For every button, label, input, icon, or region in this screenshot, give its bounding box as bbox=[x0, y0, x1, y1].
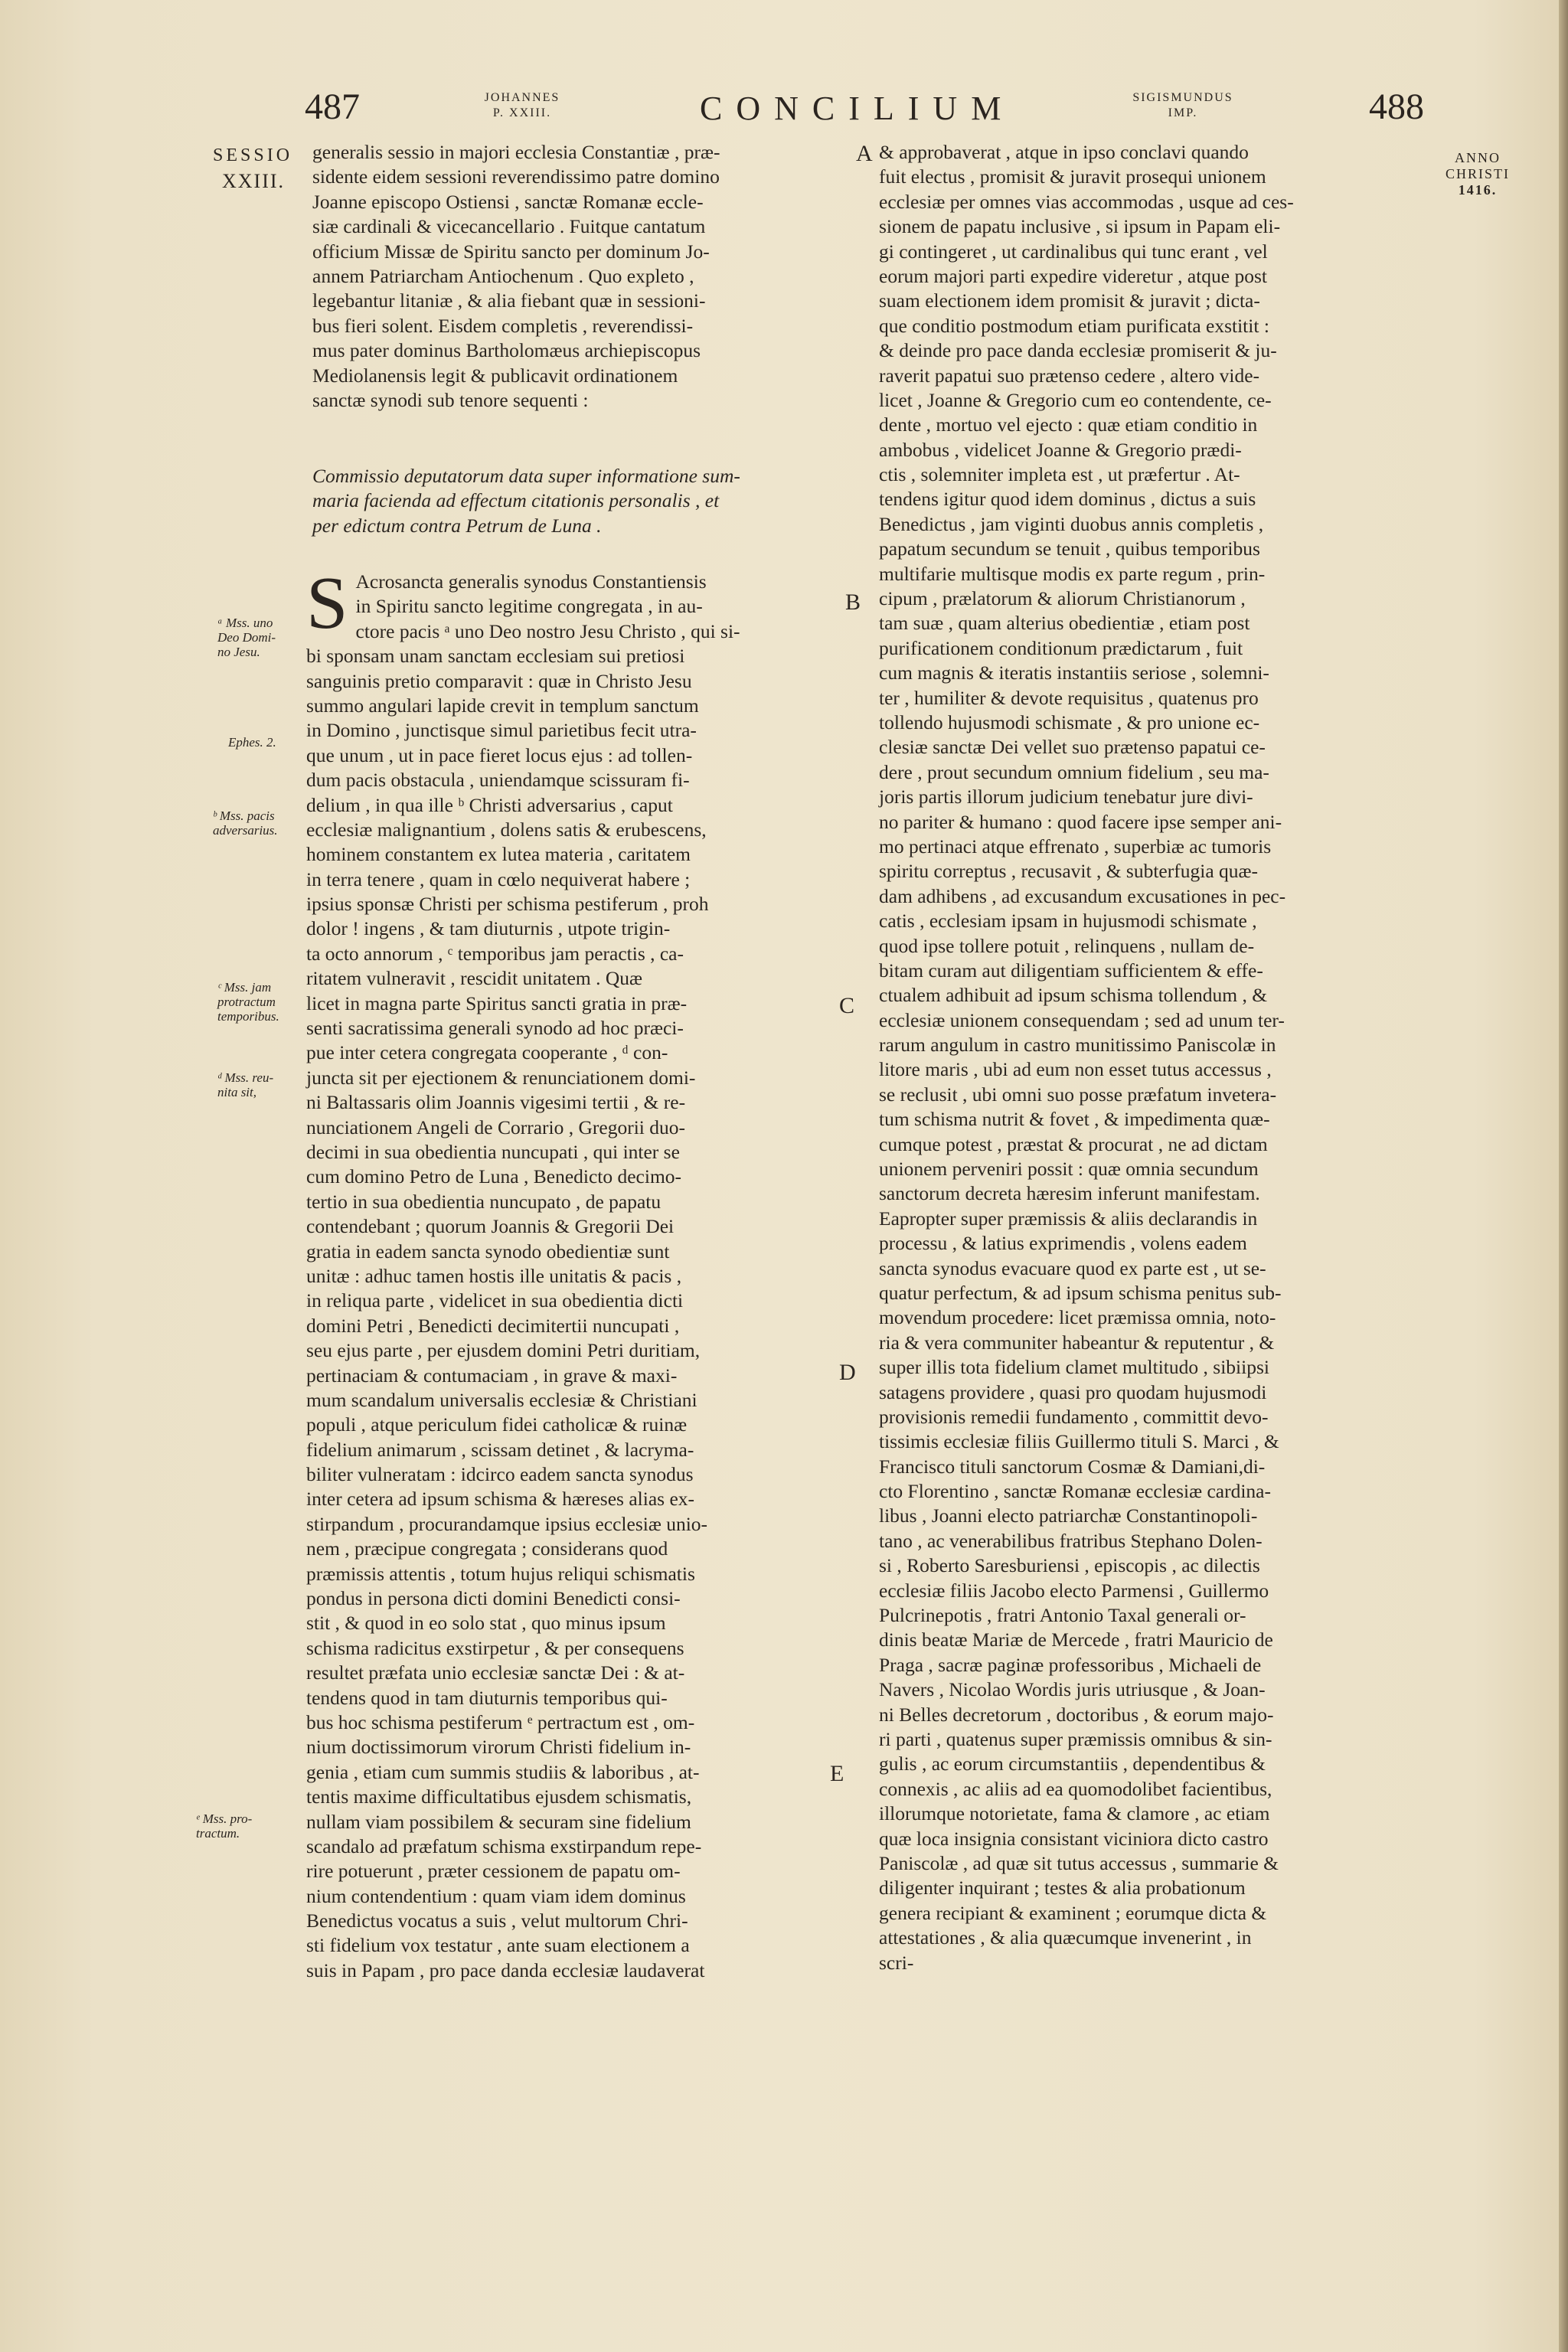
text-line: generalis sessio in majori ecclesia Constantiæ , præ- bbox=[312, 141, 720, 163]
text-line: satagens providere , quasi pro quodam hujusmodi bbox=[879, 1380, 1267, 1403]
text-line: hominem constantem ex lutea materia , caritatem bbox=[306, 843, 691, 866]
text-line: que conditio postmodum etiam purificata exstitit : bbox=[879, 314, 1269, 337]
text-line: delium , in qua ille ᵇ Christi adversarius , caput bbox=[306, 793, 673, 816]
text-line: unionem perveniri possit : quæ omnia secundum bbox=[879, 1158, 1259, 1181]
text-line: legebantur litaniæ , & alia fiebant quæ in sessioni- bbox=[312, 289, 706, 312]
text-line: seu ejus parte , per ejusdem domini Petri duritiam, bbox=[306, 1339, 701, 1362]
text-line: tertio in sua obedientia nuncupato , de papatu bbox=[306, 1190, 662, 1213]
text-line: resultet præfata unio ecclesiæ sanctæ Dei : & at- bbox=[306, 1661, 685, 1684]
text-line: siæ cardinali & vicecancellario . Fuitque cantatum bbox=[312, 215, 706, 238]
text-line: Joanne episcopo Ostiensi , sanctæ Romanæ eccle- bbox=[312, 190, 704, 213]
text-line: papatum secundum se tenuit , quibus temporibus bbox=[879, 537, 1260, 560]
text-line: decimi in sua obedientia nuncupati , qui inter se bbox=[306, 1140, 680, 1163]
text-line: quæ loca insignia consistant viciniora dicto castro bbox=[879, 1827, 1269, 1850]
text-line: litore maris , ubi ad eum non esset tutus accessus , bbox=[879, 1058, 1272, 1081]
text-line: Benedictus , jam viginti duobus annis completis , bbox=[879, 512, 1264, 535]
text-line: per edictum contra Petrum de Luna . bbox=[312, 514, 602, 537]
text-line: ria & vera communiter habeantur & reputentur , & bbox=[879, 1331, 1275, 1354]
text-line: diligenter inquirant ; testes & alia probationum bbox=[879, 1877, 1246, 1900]
text-line: bus fieri solent. Eisdem completis , reverendissi- bbox=[312, 314, 694, 337]
text-line: que unum , ut in pace fieret locus ejus : ad tollen- bbox=[306, 743, 693, 766]
text-line: annem Patriarcham Antiochenum . Quo expleto , bbox=[312, 264, 694, 287]
text-line: tam suæ , quam alterius obedientiæ , etiam post bbox=[879, 612, 1250, 635]
text-line: licet in magna parte Spiritus sancti gratia in præ- bbox=[306, 991, 688, 1014]
left-column-body bbox=[306, 562, 740, 1983]
text-line: ambobus , videlicet Joanne & Gregorio prædi- bbox=[879, 438, 1242, 461]
text-line: multifarie multisque modis ex parte regum , prin- bbox=[879, 562, 1266, 585]
text-line: ctualem adhibuit ad ipsum schisma tollendum , & bbox=[879, 984, 1268, 1007]
section-letter: D bbox=[839, 1360, 856, 1385]
text-line: cipum , prælatorum & aliorum Christianorum , bbox=[879, 587, 1246, 610]
text-line: dam adhibens , ad excusandum excusationes in pec- bbox=[879, 884, 1286, 907]
text-line: spiritu correptus , recusavit , & subterfugia quæ- bbox=[879, 860, 1259, 883]
text-line: genia , etiam cum summis studiis & laboribus , at- bbox=[306, 1760, 700, 1783]
text-line: & deinde pro pace danda ecclesiæ promiserit & ju- bbox=[879, 339, 1277, 362]
running-head-emperor: SIGISMUNDUS IMP. bbox=[1132, 91, 1233, 119]
text-line: inter cetera ad ipsum schisma & hæreses alias ex- bbox=[306, 1488, 694, 1511]
text-line: ecclesiæ per omnes vias accommodas , usque ad ces- bbox=[879, 190, 1294, 213]
text-line: ipsius sponsæ Christi per schisma pestiferum , proh bbox=[306, 893, 709, 916]
margin-note: ᵃ Mss. uno Deo Domi- no Jesu. bbox=[217, 616, 276, 659]
text-line: sti fidelium vox testatur , ante suam electionem a bbox=[306, 1934, 690, 1957]
text-line: ni Belles decretorum , doctoribus , & eorum majo- bbox=[879, 1703, 1274, 1726]
text-line: mum scandalum universalis ecclesiæ & Christiani bbox=[306, 1388, 697, 1411]
text-line: gi contingeret , ut cardinalibus qui tunc erant , vel bbox=[879, 240, 1268, 263]
text-line: quatur perfectum, & ad ipsum schisma penitus sub- bbox=[879, 1281, 1282, 1304]
text-line: provisionis remedii fundamento , committit devo- bbox=[879, 1405, 1269, 1428]
right-column bbox=[879, 140, 1294, 1975]
section-letter: B bbox=[845, 590, 861, 615]
text-line: tollendo hujusmodi schismate , & pro unione ec- bbox=[879, 710, 1260, 733]
text-line: Acrosancta generalis synodus Constantiensis bbox=[355, 570, 707, 593]
text-line: bus hoc schisma pestiferum ᵉ pertractum est , om- bbox=[306, 1710, 695, 1733]
text-line: dere , prout secundum omnium fidelium , seu ma- bbox=[879, 760, 1269, 783]
text-line: ritatem vulneravit , rescidit unitatem . Quæ bbox=[306, 967, 643, 990]
text-line: ecclesiæ unionem consequendam ; sed ad unum ter- bbox=[879, 1008, 1285, 1031]
text-line: pue inter cetera congregata cooperante , ᵈ con- bbox=[306, 1041, 668, 1064]
margin-note: ᵈ Mss. reu- nita sit, bbox=[217, 1070, 274, 1099]
text-line: ri parti , quatenus super præmissis omnibus & sin- bbox=[879, 1728, 1272, 1750]
text-line: sancta synodus evacuare quod ex parte est , ut se- bbox=[879, 1256, 1266, 1279]
text-line: ecclesiæ malignantium , dolens satis & erubescens, bbox=[306, 818, 707, 841]
section-letter: E bbox=[830, 1761, 844, 1786]
text-line: Pulcrinepotis , fratri Antonio Taxal generali or- bbox=[879, 1604, 1246, 1627]
text-line: fidelium animarum , scissam detinet , & lacryma- bbox=[306, 1438, 694, 1461]
text-line: juncta sit per ejectionem & renunciationem domi- bbox=[306, 1066, 696, 1089]
section-letter: C bbox=[839, 993, 855, 1018]
text-line: suis in Papam , pro pace danda ecclesiæ laudaverat bbox=[306, 1958, 705, 1981]
drop-cap: S bbox=[306, 562, 348, 645]
text-line: populi , atque periculum fidei catholicæ & ruinæ bbox=[306, 1413, 688, 1436]
text-line: eorum majori parti expedire videretur , atque post bbox=[879, 264, 1267, 287]
text-line: nunciationem Angeli de Corrario , Gregorii duo- bbox=[306, 1116, 685, 1138]
text-line: nium doctissimorum virorum Christi fidelium in- bbox=[306, 1736, 691, 1759]
text-line: dum pacis obstacula , uniendamque scissuram fi- bbox=[306, 769, 690, 792]
margin-note: ᵉ Mss. pro- tractum. bbox=[196, 1811, 253, 1841]
text-line: sionem de papatu inclusive , si ipsum in Papam eli- bbox=[879, 215, 1281, 238]
text-line: ecclesiæ filiis Jacobo electo Parmensi , Guillermo bbox=[879, 1579, 1269, 1602]
text-line: rire potuerunt , præter cessionem de papatu om- bbox=[306, 1860, 681, 1883]
text-line: bi sponsam unam sanctam ecclesiam sui pretiosi bbox=[306, 645, 685, 668]
text-line: ni Baltassaris olim Joannis vigesimi tertii , & re- bbox=[306, 1091, 686, 1114]
text-line: præmissis attentis , totum hujus reliqui schismatis bbox=[306, 1562, 695, 1585]
text-line: clesiæ sanctæ Dei vellet suo prætenso papatui ce- bbox=[879, 736, 1266, 759]
text-line: biliter vulneratam : idcirco eadem sancta synodus bbox=[306, 1463, 694, 1486]
text-line: illorumque notorietate, fama & clamore , ac etiam bbox=[879, 1802, 1270, 1825]
text-line: schisma radicitus exstirpetur , & per consequens bbox=[306, 1636, 684, 1659]
text-line: ctore pacis ᵃ uno Deo nostro Jesu Christo , qui si- bbox=[355, 619, 740, 642]
text-line: Paniscolæ , ad quæ sit tutus accessus , summarie & bbox=[879, 1851, 1279, 1874]
text-line: cum domino Petro de Luna , Benedicto decimo- bbox=[306, 1165, 682, 1188]
text-line: Francisco tituli sanctorum Cosmæ & Damiani,di- bbox=[879, 1455, 1266, 1478]
text-line: dinis beatæ Mariæ de Mercede , fratri Mauricio de bbox=[879, 1628, 1273, 1651]
text-line: Praga , sacræ paginæ professoribus , Michaeli de bbox=[879, 1653, 1262, 1676]
text-line: in terra tenere , quam in cœlo nequiverat habere ; bbox=[306, 867, 691, 890]
text-line: scandalo ad præfatum schisma exstirpandum repe- bbox=[306, 1834, 702, 1857]
text-line: domini Petri , Benedicti decimitertii nuncupati , bbox=[306, 1314, 680, 1337]
text-line: contendebant ; quorum Joannis & Gregorii Dei bbox=[306, 1215, 675, 1238]
session-label: SESSIO bbox=[213, 145, 293, 165]
text-line: officium Missæ de Spiritu sancto per dominum Jo- bbox=[312, 240, 710, 263]
text-line: in Domino , junctisque simul parietibus fecit utra- bbox=[306, 719, 697, 742]
text-line: sanguinis pretio comparavit : quæ in Christo Jesu bbox=[306, 669, 692, 692]
margin-note: ᵇ Mss. pacis adversarius. bbox=[213, 808, 278, 838]
text-line: fuit electus , promisit & juravit prosequi unionem bbox=[879, 165, 1266, 188]
text-line: processu , & latius exprimendis , volens eadem bbox=[879, 1232, 1247, 1255]
text-line: se reclusit , ubi omni suo posse præfatum invetera- bbox=[879, 1083, 1277, 1106]
text-line: joris partis illorum judicium tenebatur jure divi- bbox=[879, 786, 1253, 808]
text-line: in Spiritu sancto legitime congregata , in au- bbox=[355, 595, 703, 618]
text-line: nium contendentium : quam viam idem dominus bbox=[306, 1884, 686, 1907]
text-line: scri- bbox=[879, 1951, 914, 1974]
text-line: tum schisma nutrit & fovet , & impedimenta quæ- bbox=[879, 1108, 1270, 1131]
margin-note: ᶜ Mss. jam protractum temporibus. bbox=[217, 980, 279, 1024]
text-line: licet , Joanne & Gregorio cum eo contendente, ce- bbox=[879, 388, 1272, 411]
text-line: dolor ! ingens , & tam diuturnis , utpote trigin- bbox=[306, 917, 671, 940]
text-line: purificationem conditionum prædictarum , fuit bbox=[879, 636, 1243, 659]
text-line: quod ipse tollere potuit , relinquens , nullam de- bbox=[879, 934, 1255, 957]
text-line: stirpandum , procurandamque ipsius ecclesiæ unio- bbox=[306, 1512, 708, 1535]
text-line: & approbaverat , atque in ipso conclavi quando bbox=[879, 141, 1249, 163]
text-line: nullam viam possibilem & securam sine fidelium bbox=[306, 1810, 691, 1833]
text-line: unitæ : adhuc tamen hostis ille unitatis & pacis , bbox=[306, 1264, 682, 1287]
text-line: no pariter & humano : quod facere ipse semper ani- bbox=[879, 810, 1282, 833]
page-number-right: 488 bbox=[1369, 87, 1424, 127]
text-line: catis , ecclesiam ipsam in hujusmodi schismate , bbox=[879, 910, 1257, 933]
text-line: gulis , ac eorum circumstantiis , dependentibus & bbox=[879, 1753, 1266, 1775]
text-line: si , Roberto Saresburiensi , episcopis , ac dilectis bbox=[879, 1554, 1260, 1577]
text-line: cumque potest , præstat & procurat , ne ad dictam bbox=[879, 1132, 1268, 1155]
text-line: libus , Joanni electo patriarchæ Constantinopoli- bbox=[879, 1504, 1258, 1527]
running-head-pope: JOHANNES P. XXIII. bbox=[484, 91, 560, 119]
text-line: tendens igitur quod idem dominus , dictus a suis bbox=[879, 488, 1256, 511]
text-line: Commissio deputatorum data super informatione sum- bbox=[312, 465, 740, 487]
text-line: attestationes , & alia quæcumque invenerint , in bbox=[879, 1926, 1252, 1949]
text-line: genera recipiant & examinent ; eorumque dicta & bbox=[879, 1901, 1267, 1924]
text-line: dente , mortuo vel ejecto : quæ etiam conditio in bbox=[879, 413, 1258, 436]
section-heading bbox=[312, 464, 740, 538]
text-line: mus pater dominus Bartholomæus archiepiscopus bbox=[312, 339, 701, 362]
text-line: ta octo annorum , ᶜ temporibus jam peractis , ca- bbox=[306, 942, 684, 965]
text-line: cum magnis & iteratis instantiis seriose , solemni- bbox=[879, 662, 1269, 684]
text-line: Benedictus vocatus a suis , velut multorum Chri- bbox=[306, 1909, 688, 1932]
text-line: ter , humiliter & devote requisitus , quatenus pro bbox=[879, 686, 1259, 709]
text-line: sidente eidem sessioni reverendissimo patre domino bbox=[312, 165, 720, 188]
text-line: summo angulari lapide crevit in templum sanctum bbox=[306, 694, 699, 717]
text-line: bitam curam aut diligentiam sufficientem & effe- bbox=[879, 959, 1263, 982]
running-title: CONCILIUM bbox=[700, 90, 1015, 127]
text-line: stit , & quod in eo solo stat , quo minus ipsum bbox=[306, 1612, 666, 1635]
text-line: tano , ac venerabilibus fratribus Stephano Dolen- bbox=[879, 1529, 1263, 1552]
text-line: in reliqua parte , videlicet in sua obedientia dicti bbox=[306, 1289, 684, 1312]
text-line: pertinaciam & contumaciam , in grave & maxi- bbox=[306, 1364, 678, 1387]
text-line: Eapropter super præmissis & aliis declarandis in bbox=[879, 1207, 1258, 1230]
page-number-left: 487 bbox=[305, 87, 360, 127]
text-line: Mediolanensis legit & publicavit ordinationem bbox=[312, 364, 678, 387]
text-line: rarum angulum in castro munitissimo Paniscolæ in bbox=[879, 1034, 1276, 1057]
text-line: gratia in eadem sancta synodo obedientiæ sunt bbox=[306, 1240, 670, 1263]
text-line: pondus in persona dicti domini Benedicti consi- bbox=[306, 1587, 681, 1610]
text-line: tissimis ecclesiæ filiis Guillermo tituli S. Marci , & bbox=[879, 1430, 1279, 1453]
text-line: ctis , solemniter impleta est , ut præfertur . At- bbox=[879, 463, 1240, 486]
text-line: mo pertinaci atque effrenato , superbiæ ac tumoris bbox=[879, 835, 1272, 858]
left-column-intro bbox=[312, 140, 720, 413]
section-letter: A bbox=[856, 141, 873, 166]
text-line: connexis , ac aliis ad ea quomodolibet facientibus, bbox=[879, 1777, 1272, 1800]
margin-note: Ephes. 2. bbox=[228, 735, 276, 750]
text-line: super illis tota fidelium clamet multitudo , sibiipsi bbox=[879, 1356, 1269, 1379]
page-edge bbox=[1559, 0, 1568, 2352]
text-line: suam electionem idem promisit & juravit ; dicta- bbox=[879, 289, 1260, 312]
text-line: raverit papatui suo prætenso cedere , altero vide- bbox=[879, 364, 1260, 387]
year-label: ANNO CHRISTI 1416. bbox=[1445, 150, 1510, 198]
text-line: maria facienda ad effectum citationis personalis , et bbox=[312, 489, 720, 512]
session-number: XXIII. bbox=[222, 170, 286, 192]
text-line: Navers , Nicolao Wordis juris utriusque , & Joan- bbox=[879, 1678, 1266, 1701]
text-line: movendum procedere: licet præmissa omnia, noto- bbox=[879, 1306, 1276, 1329]
text-line: senti sacratissima generali synodo ad hoc præci- bbox=[306, 1017, 684, 1040]
text-line: nem , præcipue congregata ; considerans quod bbox=[306, 1537, 668, 1560]
text-line: cto Florentino , sanctæ Romanæ ecclesiæ cardina- bbox=[879, 1480, 1271, 1503]
text-line: tentis maxime difficultatibus ejusdem schismatis, bbox=[306, 1785, 692, 1808]
text-line: sanctorum decreta hæresim inferunt manifestam. bbox=[879, 1182, 1260, 1205]
text-line: tendens quod in tam diuturnis temporibus qui- bbox=[306, 1686, 668, 1709]
text-line: sanctæ synodi sub tenore sequenti : bbox=[312, 388, 589, 411]
